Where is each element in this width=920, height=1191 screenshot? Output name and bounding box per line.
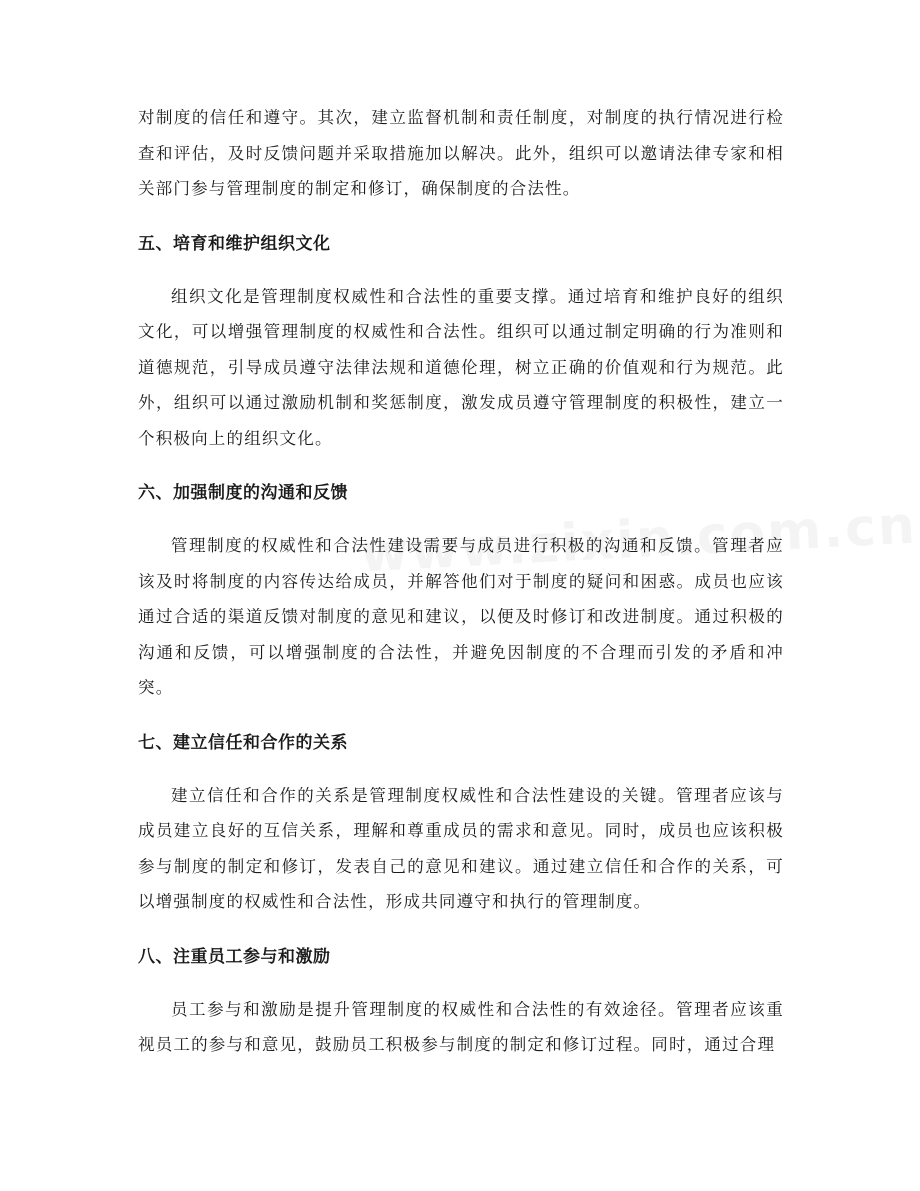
paragraph-section-8: 员工参与和激励是提升管理制度的权威性和合法性的有效途径。管理者应该重视员工的参与和意见，鼓励员工积极参与制度的制定和修订过程。同时，通过合理 xyxy=(138,999,784,1054)
heading-section-6: 六、加强制度的沟通和反馈 xyxy=(138,483,348,503)
document-page xyxy=(138,100,784,1063)
paragraph-section-5: 组织文化是管理制度权威性和合法性的重要支撑。通过培育和维护良好的组织文化，可以增强管理制度的权威性和合法性。组织可以通过制定明确的行为准则和道德规范，引导成员遵守法律法规和道德伦理，树立正确的价值观和行为规范。此外，组织可以通过激励机制和奖惩制度，激发成员遵守管理制度的积极性，建立一个积极向上的组织文化。 xyxy=(138,286,784,448)
heading-section-8: 八、注重员工参与和激励 xyxy=(138,946,331,967)
paragraph-section-7: 建立信任和合作的关系是管理制度权威性和合法性建设的关键。管理者应该与成员建立良好的互信关系，理解和尊重成员的需求和意见。同时，成员也应该积极参与制度的制定和修订，发表自己的意见和建议。通过建立信任和合作的关系，可以增强制度的权威性和合法性，形成共同遵守和执行的管理制度。 xyxy=(138,785,784,911)
paragraph-section-6: 管理制度的权威性和合法性建设需要与成员进行积极的沟通和反馈。管理者应该及时将制度的内容传达给成员，并解答他们对于制度的疑问和困惑。成员也应该通过合适的渠道反馈对制度的意见和建议，以便及时修订和改进制度。通过积极的沟通和反馈，可以增强制度的合法性，并避免因制度的不合理而引发的矛盾和冲突。 xyxy=(138,536,784,697)
heading-section-7: 七、建立信任和合作的关系 xyxy=(138,732,348,753)
paragraph-intro: 对制度的信任和遵守。其次，建立监督机制和责任制度，对制度的执行情况进行检查和评估，及时反馈问题并采取措施加以解决。此外，组织可以邀请法律专家和相关部门参与管理制度的制定和修订，确保制度的合法性。 xyxy=(138,108,784,198)
heading-section-5: 五、培育和维护组织文化 xyxy=(138,233,331,254)
